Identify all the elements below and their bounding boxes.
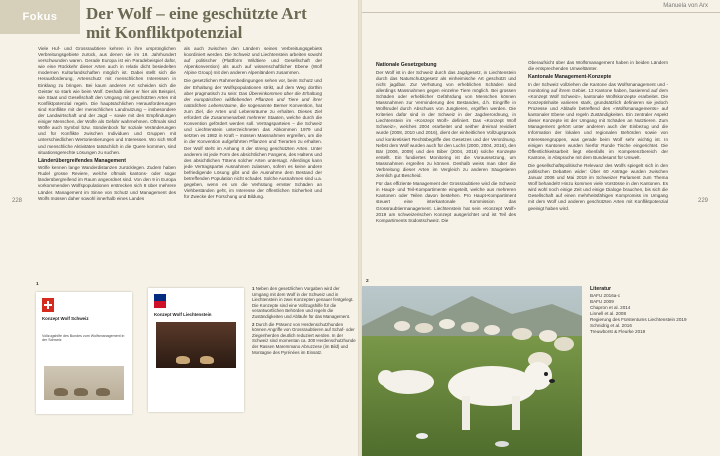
document-cover-image	[44, 366, 124, 400]
paragraph: Oberaufsicht über das Wolfsmanagement haben in beiden Ländern die entsprechenden Umweltämter.	[528, 60, 668, 72]
figure-number-1: 1	[36, 282, 39, 287]
liechtenstein-logo-icon	[154, 294, 166, 308]
literature-item: BAFU 2009	[590, 299, 614, 304]
paragraph-text: , die sogenannte Berner Konvention, hat zum Ziel, die Arten und Lebensräume zu erhalten. Dieses Ziel erfordert die Zusammenarbeit mehrerer Staaten, welche durch die Konvention gefördert werden soll. Vertragsparteien – die Schweiz und Liechtenstein unterzeichneten das Abkommen 1979 und setzten es 1982 in Kraft – müssen Massnahmen ergreifen, um die in der Konvention aufgeführten Pflanzen und Tierarten zu erhalten. Der Wolf steht im Anhang II der streng geschützten Arten. Unter anderem ist jede Form des absichtlichen Fangens, des Haltens und des absichtlichen Tötens solcher Arten untersagt. Allerdings kann jede Vertragspartei Ausnahmen zulassen, sofern es keine andere befriedigende Lösung gibt und die Ausnahme dem Bestand der betreffenden Population nicht schadet. Solche Ausnahmen sind u.a. gegeben, wenn es um die Verhütung ernster Schäden an Viehbeständen geht, im Interesse der öffentlichen Sicherheit und für Zwecke der Forschung und Bildung.	[184, 102, 322, 200]
literature-list	[590, 286, 714, 335]
paragraph	[184, 78, 322, 200]
right-page	[362, 0, 720, 456]
page-number-left: 228	[12, 198, 23, 204]
literature-item: BAFU 2016a-c	[590, 293, 621, 298]
literature-item: Schnidrig et al. 2016	[590, 323, 632, 328]
literature-heading: Literatur	[590, 286, 612, 292]
right-column-2	[528, 60, 668, 214]
article-title	[86, 4, 356, 42]
section-tab-label: Fokus	[22, 11, 58, 23]
wolf-figure	[176, 356, 190, 364]
paragraph-text: Die gesetzlichen Rahmenbedingungen sehen vor, beim Schutz und der Erhaltung der Wolfspopulationen strikt, auf dem Weg dorthin aber pragmatisch zu sein: Das	[184, 78, 322, 96]
paragraph: Für das effiziente Management der Grossraubtiere wird die Schweiz in Haupt- und Teil-Kompartimente eingeteilt, welche aus mehreren Kantonen oder Teilen davon bestehen. Pro Haupt-Kompartiment steuert eine interkantonale Kommission das Grossraubtiermanagement. Liechtenstein hat sein «Konzept Wolf» 2019 am schweizerischen Konzept ausgerichtet und ist Teil des Kompartiments Südostschweiz. Die	[376, 181, 516, 223]
paragraph: In der Schweiz vollziehen die Kantone das Wolfsmanagement und -monitoring auf ihrem Gebiet. 13 Kantone haben, basierend auf dem «Konzept Wolf Schweiz», kantonale Wolfskonzepte erarbeitet. Die Konzeptinhalte variieren stark, grundsätzlich definieren sie jedoch Prozesse und Abläufe betreffend des «Wolfsmanagements» auf kantonaler Ebene und regeln Zuständigkeiten. Ein zentraler Aspekt dieser Konzepte ist der Umgang mit Schäden an Nutztieren. Zum Management gehört unter anderem auch der Einbezug und die Information der lokalen und regionalen Behörden sowie von Interessengruppen, was gerade beim Wolf sehr wichtig ist. In einigen Kantonen wurden hierfür Runde Tische eingerichtet. Die Öffentlichkeitsarbeit liegt ebenfalls im Kompetenzbereich der Kantone, in Absprache mit dem Bundesamt für Umwelt.	[528, 81, 668, 160]
document-cover-liechtenstein	[148, 288, 244, 412]
paragraph-italic: Übereinkommen über die Erhaltung der europäischen wildlebenden Pflanzen und Tiere und ihrer natürlichen Lebensräume	[184, 90, 322, 108]
caption-text: Neben den gesetzlichen Vorgaben wird der Umgang mit dem Wolf in der Schweiz und in Liechtenstein in zwei Konzepten genauer festgelegt. Die Konzepte sind eine Vollzugshilfe für die verantwortlichen Behörden und regeln die Zuständigkeiten und Abläufe für das Management.	[252, 286, 354, 319]
wolf-figure	[96, 388, 110, 396]
running-head: Manuela von Arx	[663, 3, 708, 9]
literature-item: Chapron et al. 2014	[590, 305, 631, 310]
document-title: Konzept Wolf Liechtenstein	[154, 312, 212, 317]
wolf-figure	[54, 388, 68, 396]
caption-number: 1	[252, 286, 255, 291]
photo-illustration	[362, 286, 582, 456]
swiss-federal-logo-icon	[42, 298, 54, 312]
caption-1	[252, 286, 356, 320]
document-cover-image	[156, 322, 236, 368]
literature-item: Linnell et al. 2008	[590, 311, 627, 316]
caption-text: Durch die Präsenz von Herdenschutzhunden können Angriffe von Grossraubtieren auf Schaf- oder Ziegenherden deutlich reduziert werden. In der Schweiz sind momentan ca. 300 Herdenschutzhunde der Rassen Maremmano Abruzzese (im Bild) und Montagne des Pyrénées im Einsatz.	[252, 321, 356, 355]
paragraph: Viele Huf- und Grossraubtiere kehren in ihre ursprünglichen Verbreitungsgebiete zurück, aus denen sie im 19. Jahrhundert verschwunden waren. Gerade Europa ist ein Paradebeispiel dafür, wie eine Rückkehr dieser Arten auch in relativ dicht besiedelten modernen Kulturlandschaften möglich ist. Dabei stellt sich die Herausforderung, Artenschutz mit menschlichen Interessen in Einklang zu bringen. Bei kaum anderen Art scheiden sich die Geister so stark wie beim Wolf. Deshalb dient er hier als Beispiel, wie Staat und Gesellschaft den Umgang mit geschützten Arten mit Konfliktpotenzial regeln. Die hauptsächlichen Herausforderungen sind Konflikte mit der menschlichen Landnutzung – insbesondere der Landwirtschaft und der Jagd – sowie mit den Empfindungen einiger Menschen, der Wolfe als Gefahr wahrnehmen. Oftmals sind Wölfe auch Symbol bzw. Sündenbock für soziale Veränderungen und für Konflikte zwischen Individuen und Gruppen mit unterschiedlichen Wertorientierungen und Interessen. Wo sich Wolf und menschliche Aktivitäten tatsächlich in die Quere kommen, sind situationsgerechte Lösungen zu suchen.	[38, 46, 176, 155]
title-line-1: Der Wolf – eine geschützte Art	[86, 4, 307, 23]
document-title: Konzept Wolf Schweiz	[42, 316, 89, 321]
literature-item: Treuwborst & Fleurke 2019	[590, 329, 646, 334]
section-heading: Länderübergreifendes Management	[38, 157, 126, 164]
wolf-figure	[200, 356, 214, 364]
paragraph: als auch zwischen den Ländern seines Verbreitungsgebiets koordiniert werden. Die Schweiz und Liechtenstein arbeiten sowohl auf politischer (Plattform Wildtiere und Gesellschaft der Alpenkonvention) als auch auf wissenschaftlicher Ebene (Wolf Alpine Group) mit den anderen Alpenländern zusammen.	[184, 46, 322, 76]
page-number-right: 229	[697, 198, 708, 204]
right-column-1	[376, 60, 516, 226]
left-page	[0, 0, 358, 456]
herd-protection-dog-photo	[362, 286, 582, 456]
document-subtitle: Vollzugshilfe des Bundes zum Wolfsmanagement in der Schweiz	[42, 334, 125, 343]
caption-2	[252, 322, 356, 356]
figure-number-2: 2	[366, 279, 369, 284]
paragraph: Die gesellschaftspolitische Relevanz des Wolfs spiegelt sich in den politischen Debatten wider: Über 60 Anträge wurden zwischen Januar 2006 und Mai 2019 im Schweizer Parlament zum Thema Wolf behandelt! Hinzu kommen viele Vorstösse in den Kantonen. Es wird wohl noch einige Zeit und einige Dialoge brauchen, bis sich die Gesellschaft auf einen mehrheitsfähigen Kompromiss im Umgang mit dem Wolf und anderen geschützten Arten mit Konfliktpotenzial geeinigt haben wird.	[528, 162, 668, 211]
header-rule	[362, 12, 720, 13]
figure-caption	[252, 286, 356, 355]
left-column-1	[38, 46, 176, 204]
section-heading: Kantonale Management-Konzepte	[528, 74, 612, 81]
literature-item: Regierung des Fürstentums Liechtenstein 2019	[590, 317, 687, 322]
paragraph: Wölfe kennen lange Wanderdistanzen zurücklegen. Zudem haben Rudel grosse Reviere, welche oftmals kantons- oder sogar länderübergreifend im Raum angeordnet sind. Von den 9 in Europa vorkommenden Wolfspopulationen erstrecken sich 8 über mehrere Länder. Management im Sinne von Schutz und Management des Wolfs müssen daher sowohl innerhalb eines Landes	[38, 165, 176, 201]
title-line-2: mit Konfliktpotenzial	[86, 23, 243, 42]
wolf-figure	[74, 388, 88, 396]
caption-number: 2	[252, 321, 255, 327]
section-tab	[0, 0, 80, 34]
document-cover-switzerland	[36, 292, 132, 414]
section-heading: Nationale Gesetzgebung	[376, 62, 437, 68]
left-column-2	[184, 46, 322, 202]
paragraph: Der Wolf ist in der Schweiz durch das Jagdgesetz, in Liechtenstein durch das Naturschutzgesetz als einheimische Art geschützt und nicht jagdbar. Zur Verhütung von erheblichen Schäden sind allerdings Massnahmen gegen einzelne Tiere möglich. Bei grossen Schäden oder erheblicher Gefährdung von Menschen können Massnahmen zur Verminderung des Bestandes, d.h. Eingriffe in Wolfsrudel durch Abschuss von Jungtieren, ergriffen werden. Die Kriterien dafür sind in der Schweiz in der Jagdverordnung, in Liechtenstein im «Konzept Wolf» definiert. Das «Konzept Wolf Schweiz», welches 2004 erarbeitet und seither dreimal revidiert wurde (2008, 2010 und 2016), dient der einheitlichen Vollzugspraxis und konkretisiert Rechtsbegriffe des Gesetzes und der Verordnung. Nebst dem Wolf wurden auch für den Luchs (2000, 2004, 2016), den Bär (2006, 2009) und den Biber (2004, 2016) solche Konzepte erstellt. Ein fundiertes Monitoring ist die Voraussetzung, um Massnahmen ergreifen zu können. Deshalb weiss man über die Verbreitung dieser Arten im Vergleich zu anderen Säugetieren ziemlich gut Bescheid.	[376, 69, 516, 179]
